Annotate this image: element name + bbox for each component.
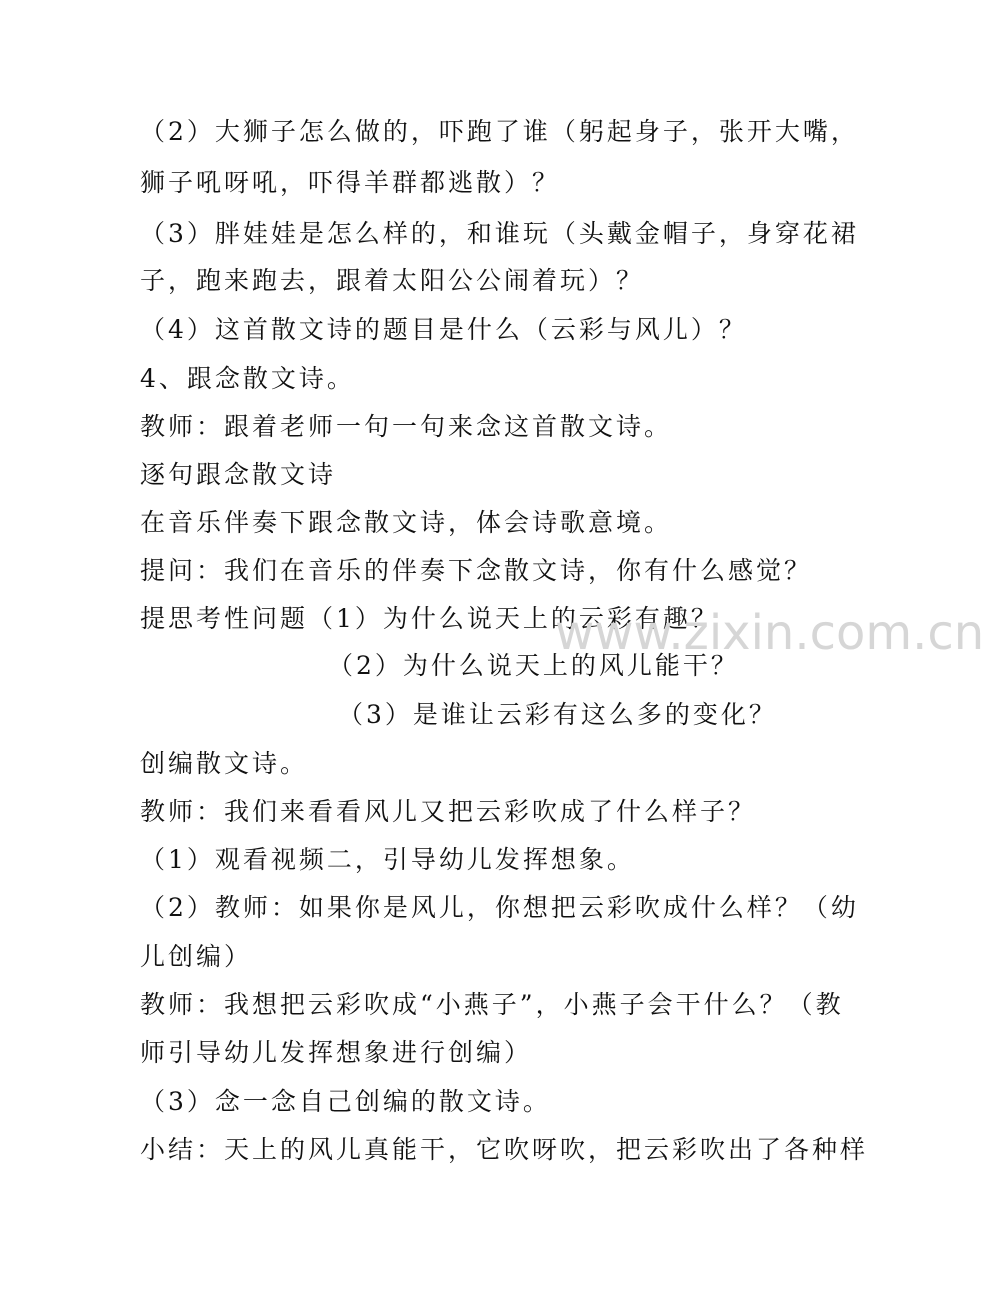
text-line: （2）教师：如果你是风儿，你想把云彩吹成什么样？（幼 (140, 893, 859, 922)
text-line: （3）是谁让云彩有这么多的变化？ (338, 700, 777, 729)
text-line: 子，跑来跑去，跟着太阳公公闹着玩）？ (140, 266, 645, 295)
text-line: 在音乐伴奏下跟念散文诗，体会诗歌意境。 (140, 508, 673, 537)
text-line: 小结：天上的风儿真能干，它吹呀吹，把云彩吹出了各种样 (140, 1135, 869, 1164)
text-line: 逐句跟念散文诗 (140, 460, 337, 489)
watermark: www.zixin.com.cn (555, 605, 984, 661)
text-line: 狮子吼呀吼，吓得羊群都逃散）？ (140, 168, 561, 197)
text-line: 教师：跟着老师一句一句来念这首散文诗。 (140, 412, 673, 441)
text-line: 儿创编） (140, 942, 253, 971)
text-line: 提问：我们在音乐的伴奏下念散文诗，你有什么感觉？ (140, 556, 813, 585)
text-line: （2）大狮子怎么做的，吓跑了谁（躬起身子，张开大嘴， (140, 117, 859, 146)
text-line: （2）为什么说天上的风儿能干？ (328, 651, 739, 680)
text-line: 教师：我想把云彩吹成“小燕子”，小燕子会干什么？（教 (140, 990, 844, 1019)
text-line: （3）念一念自己创编的散文诗。 (140, 1087, 551, 1116)
text-line: 4、跟念散文诗。 (140, 364, 355, 393)
text-line: 创编散文诗。 (140, 749, 309, 778)
text-line: （4）这首散文诗的题目是什么（云彩与风儿）？ (140, 315, 747, 344)
text-line: 教师：我们来看看风儿又把云彩吹成了什么样子？ (140, 797, 757, 826)
text-line: 提思考性问题（1）为什么说天上的云彩有趣？ (140, 604, 719, 633)
text-line: 师引导幼儿发挥想象进行创编） (140, 1038, 533, 1067)
text-line: （3）胖娃娃是怎么样的，和谁玩（头戴金帽子，身穿花裙 (140, 219, 859, 248)
text-line: （1）观看视频二，引导幼儿发挥想象。 (140, 845, 635, 874)
